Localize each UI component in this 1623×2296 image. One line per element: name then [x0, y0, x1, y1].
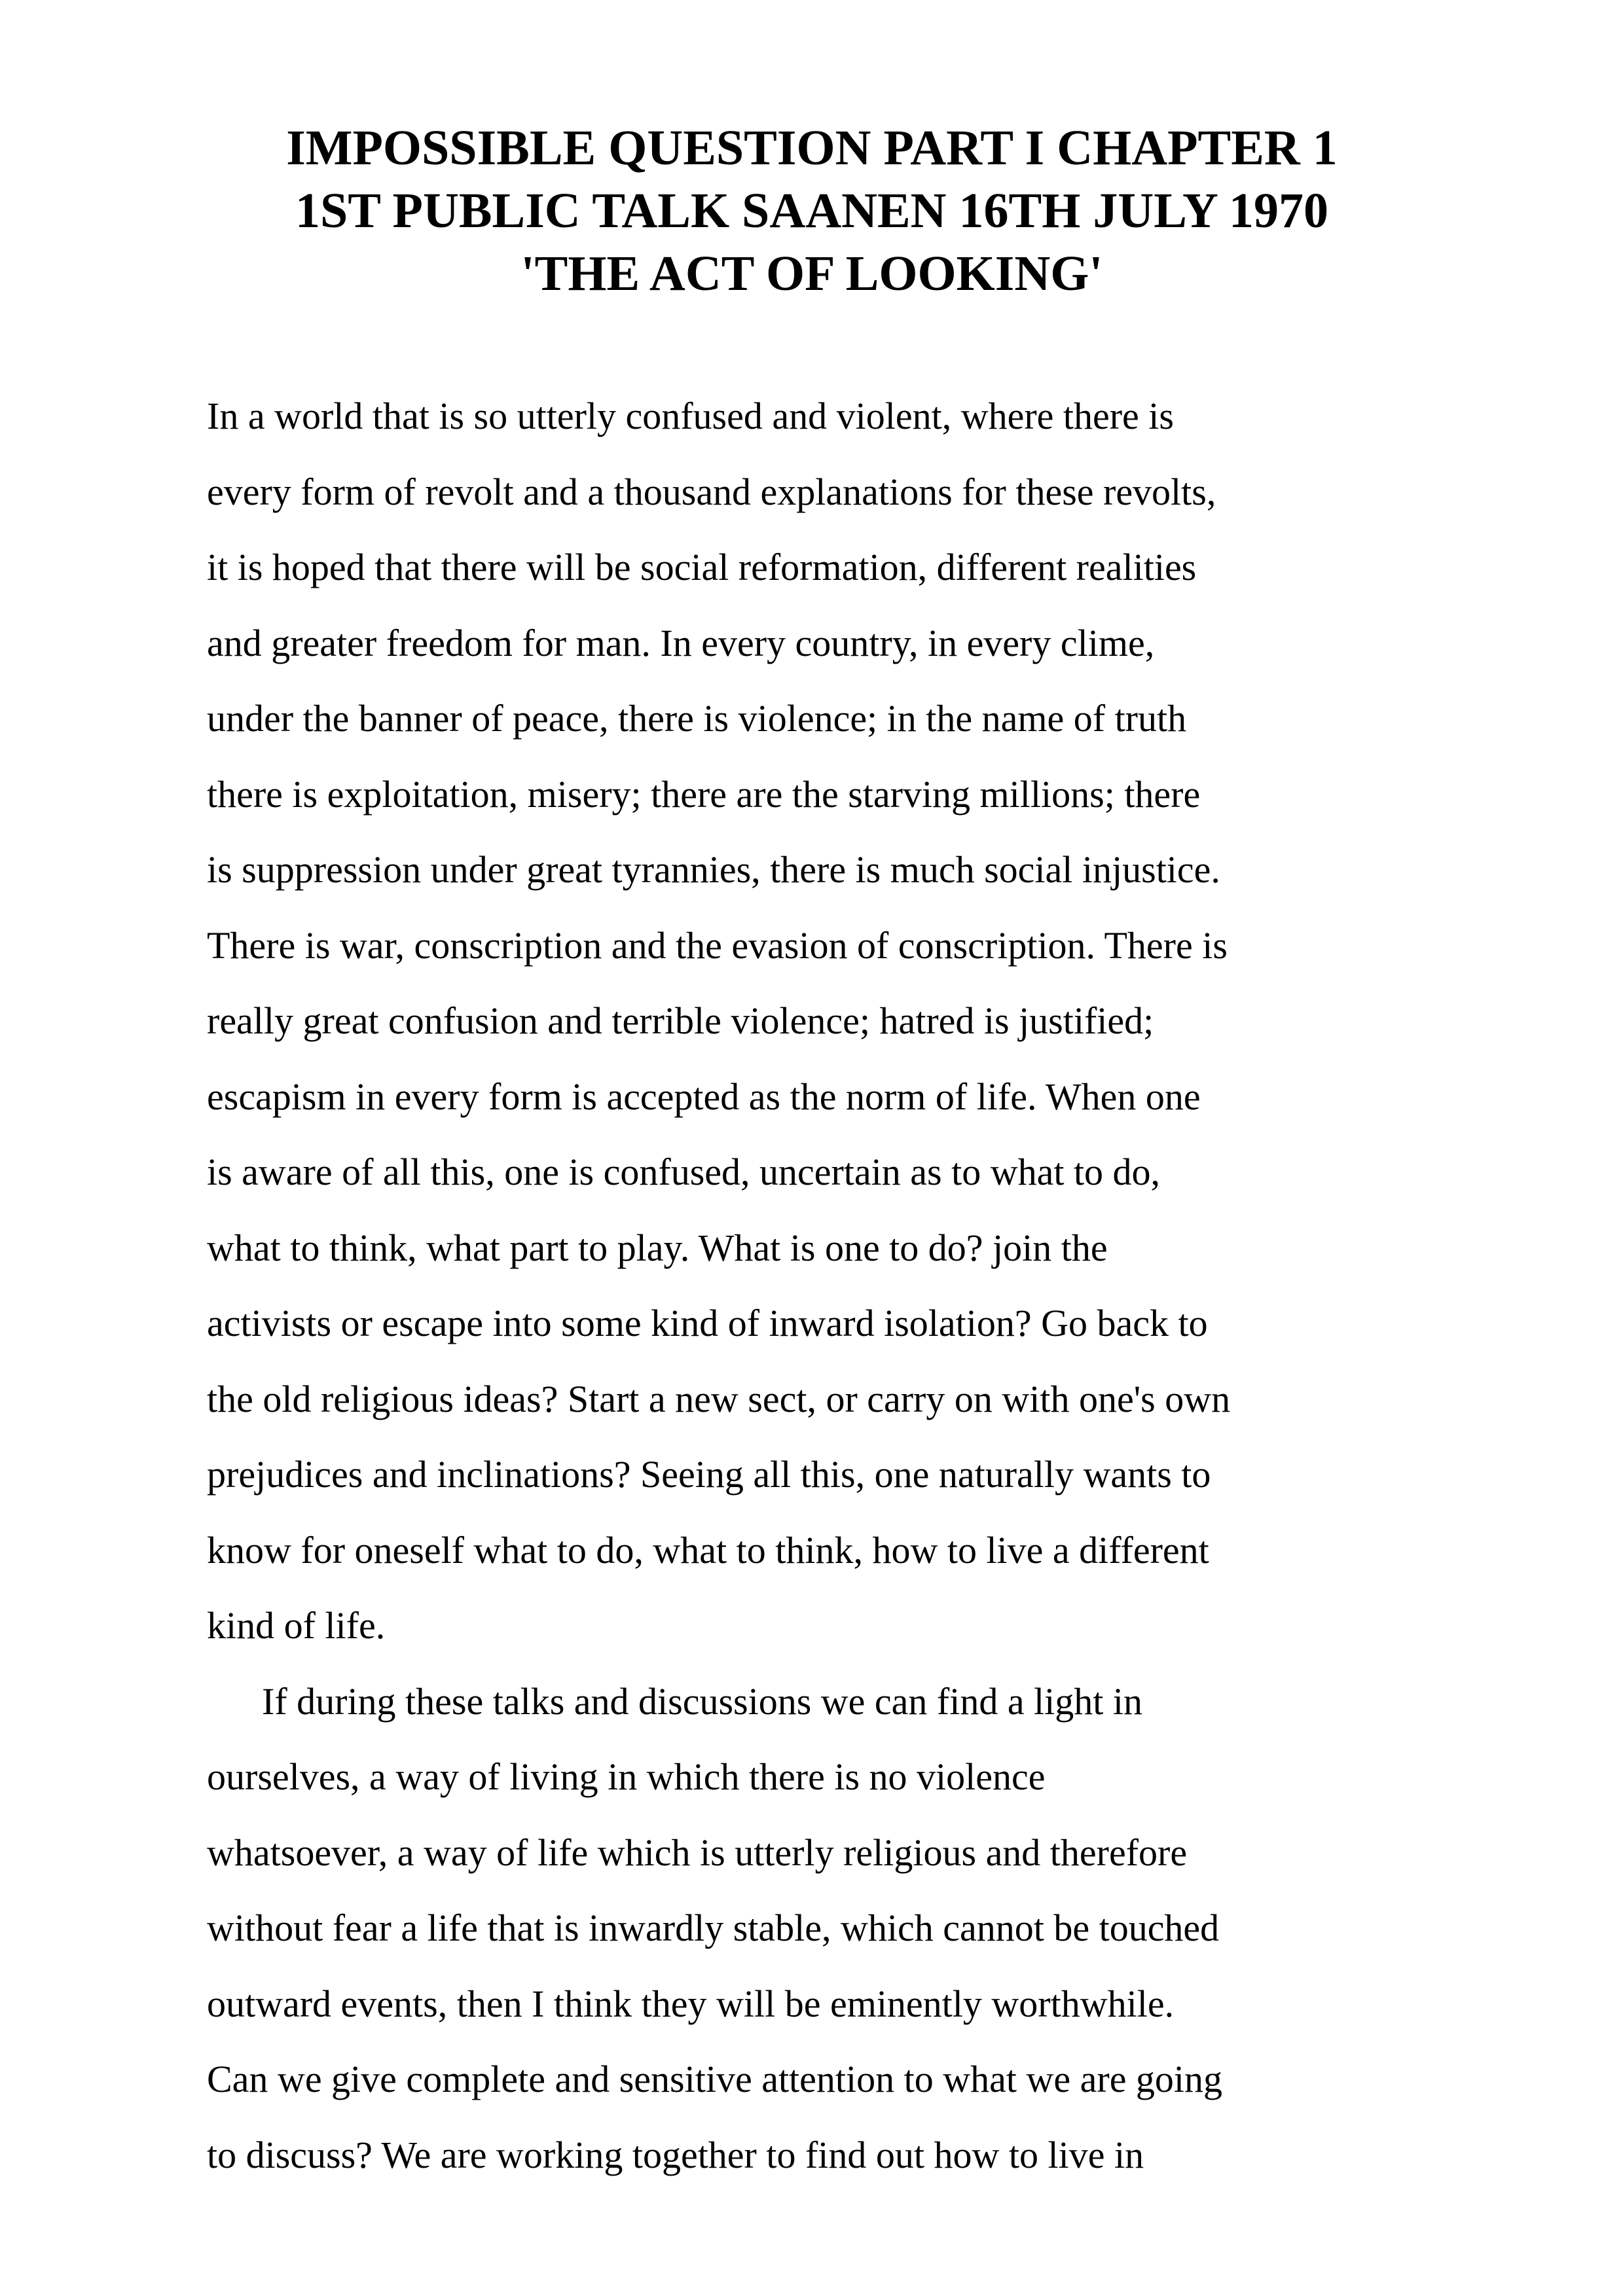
document-title — [196, 117, 1427, 305]
text-line: it is hoped that there will be social reformation, different realities — [207, 546, 1197, 588]
title-line-1: IMPOSSIBLE QUESTION PART I CHAPTER 1 — [286, 120, 1338, 175]
text-line: to discuss? We are working together to find out how to live in — [207, 2133, 1144, 2176]
text-line: there is exploitation, misery; there are the starving millions; there — [207, 772, 1201, 816]
text-line: There is war, conscription and the evasion of conscription. There is — [207, 924, 1228, 967]
title-line-2: 1ST PUBLIC TALK SAANEN 16TH JULY 1970 — [295, 183, 1329, 238]
text-line: know for oneself what to do, what to think, how to live a different — [207, 1528, 1209, 1571]
text-line: ourselves, a way of living in which there is no violence — [207, 1755, 1046, 1798]
text-line: Can we give complete and sensitive attention to what we are going — [207, 2058, 1223, 2100]
text-line: every form of revolt and a thousand explanations for these revolts, — [207, 470, 1216, 513]
text-line: whatsoever, a way of life which is utterly religious and therefore — [207, 1831, 1188, 1874]
text-line: escapism in every form is accepted as the norm of life. When one — [207, 1075, 1201, 1118]
text-line: is suppression under great tyrannies, there is much social injustice. — [207, 848, 1220, 891]
text-line: prejudices and inclinations? Seeing all this, one naturally wants to — [207, 1453, 1211, 1496]
text-line: really great confusion and terrible violence; hatred is justified; — [207, 999, 1154, 1042]
paragraph-1 — [207, 378, 1451, 1664]
text-line: kind of life. — [207, 1604, 386, 1647]
text-line: without fear a life that is inwardly stable, which cannot be touched — [207, 1907, 1220, 1949]
text-line: activists or escape into some kind of inward isolation? Go back to — [207, 1302, 1208, 1344]
paragraph-2 — [207, 1664, 1451, 2193]
text-line: is aware of all this, one is confused, uncertain as to what to do, — [207, 1151, 1161, 1193]
text-line: under the banner of peace, there is violence; in the name of truth — [207, 697, 1187, 740]
text-line: the old religious ideas? Start a new sect, or carry on with one's own — [207, 1377, 1231, 1420]
title-line-3: 'THE ACT OF LOOKING' — [520, 246, 1103, 301]
text-line: In a world that is so utterly confused and violent, where there is — [207, 395, 1174, 437]
body-text — [207, 378, 1451, 2193]
text-line-indented: If during these talks and discussions we can find a light in — [262, 1679, 1143, 1723]
text-line: what to think, what part to play. What is one to do? join the — [207, 1226, 1108, 1269]
text-line: outward events, then I think they will be eminently worthwhile. — [207, 1982, 1175, 2025]
text-line: and greater freedom for man. In every country, in every clime, — [207, 621, 1155, 664]
